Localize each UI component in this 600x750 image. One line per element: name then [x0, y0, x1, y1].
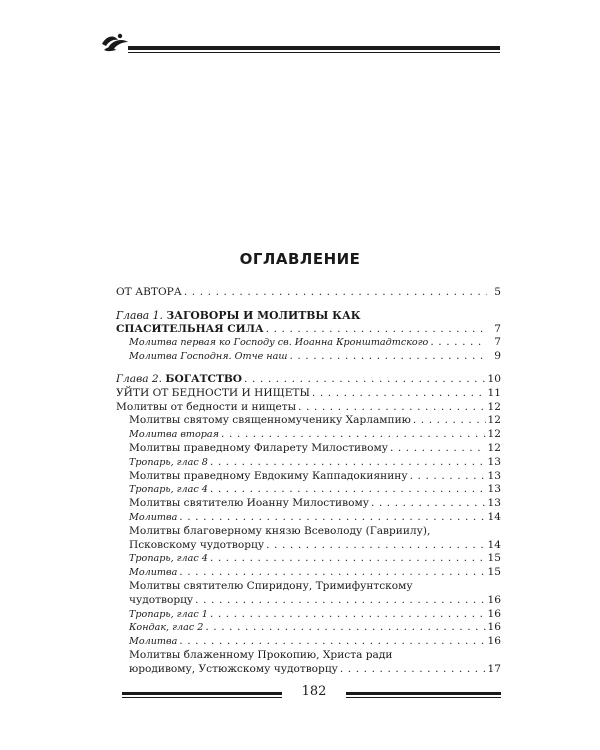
toc-entry-author[interactable]: [116, 286, 501, 300]
page-title: ОГЛАВЛЕНИЕ: [239, 250, 361, 268]
toc-entry[interactable]: Молитва . . . 14: [116, 511, 501, 525]
toc-entry-line1[interactable]: Молитвы святителю Спиридону, Тримифунтскому: [129, 579, 413, 592]
toc-entry[interactable]: Молитва вторая . . . 12: [116, 428, 501, 442]
toc-entry[interactable]: юродивому, Устюжскому чудотворцу . . . 17: [116, 663, 501, 677]
header-rule: [128, 46, 500, 50]
toc-entry[interactable]: чудотворцу . . . 16: [116, 594, 501, 608]
chapter-title: БОГАТСТВО: [165, 372, 243, 385]
toc-entry[interactable]: Тропарь, глас 4 . . . 15: [116, 552, 501, 566]
footer-rule-left: [122, 692, 282, 695]
toc-entry[interactable]: Молитва . . . 16: [116, 635, 501, 649]
toc-entry[interactable]: Молитва Господня. Отче наш . . . 9: [116, 350, 501, 364]
footer-rule-right: [346, 692, 501, 695]
toc-page: 5: [494, 286, 501, 298]
toc-entry[interactable]: Тропарь, глас 4 . . . 13: [116, 483, 501, 497]
toc-entry[interactable]: Молитвы святителю Иоанну Милостивому . . . 13: [116, 497, 501, 511]
toc-entry-line1[interactable]: Молитвы благоверному князю Всеволоду (Гавриилу),: [129, 524, 431, 537]
toc-entry[interactable]: Молитвы праведному Евдокиму Каппадокиянину . . . 13: [116, 470, 501, 484]
toc-entry-line1[interactable]: Молитвы блаженному Прокопию, Христа ради: [129, 648, 393, 661]
toc-entry-chapter-1[interactable]: [116, 323, 501, 337]
flower-ornament-icon: [100, 30, 130, 58]
toc-entry-chapter-2[interactable]: Глава 2. БОГАТСТВО . . . 10: [116, 373, 501, 387]
table-of-contents: [116, 286, 501, 677]
chapter-1-heading[interactable]: [116, 309, 501, 323]
toc-page: 7: [494, 322, 501, 335]
toc-entry[interactable]: Молитва первая ко Господу св. Иоанна Кронштадтского . . . 7: [116, 336, 501, 350]
toc-entry[interactable]: Псковскому чудотворцу . . . 14: [116, 539, 501, 553]
toc-entry[interactable]: Молитва . . . 15: [116, 566, 501, 580]
chapter-prefix: Глава 1.: [116, 308, 163, 322]
toc-entry-subchapter[interactable]: УЙТИ ОТ БЕДНОСТИ И НИЩЕТЫ . . . 11: [116, 387, 501, 401]
toc-entry[interactable]: Молитвы праведному Филарету Милостивому . . . 12: [116, 442, 501, 456]
chapter-prefix: Глава 2.: [116, 372, 163, 385]
chapter-title-line1: ЗАГОВОРЫ И МОЛИТВЫ КАК: [166, 308, 361, 322]
toc-entry[interactable]: Кондак, глас 2 . . . 16: [116, 621, 501, 635]
toc-label: ОТ АВТОРА: [116, 286, 182, 298]
toc-entry[interactable]: Молитвы святому священномученику Харлампию . . . 12: [116, 414, 501, 428]
toc-entry[interactable]: Тропарь, глас 1 . . . 16: [116, 608, 501, 622]
toc-entry[interactable]: Тропарь, глас 8 . . . 13: [116, 456, 501, 470]
page-number: 182: [301, 684, 327, 699]
chapter-title-line2: СПАСИТЕЛЬНАЯ СИЛА: [116, 322, 264, 335]
toc-entry-section[interactable]: Молитвы от бедности и нищеты . . . 12: [116, 401, 501, 415]
